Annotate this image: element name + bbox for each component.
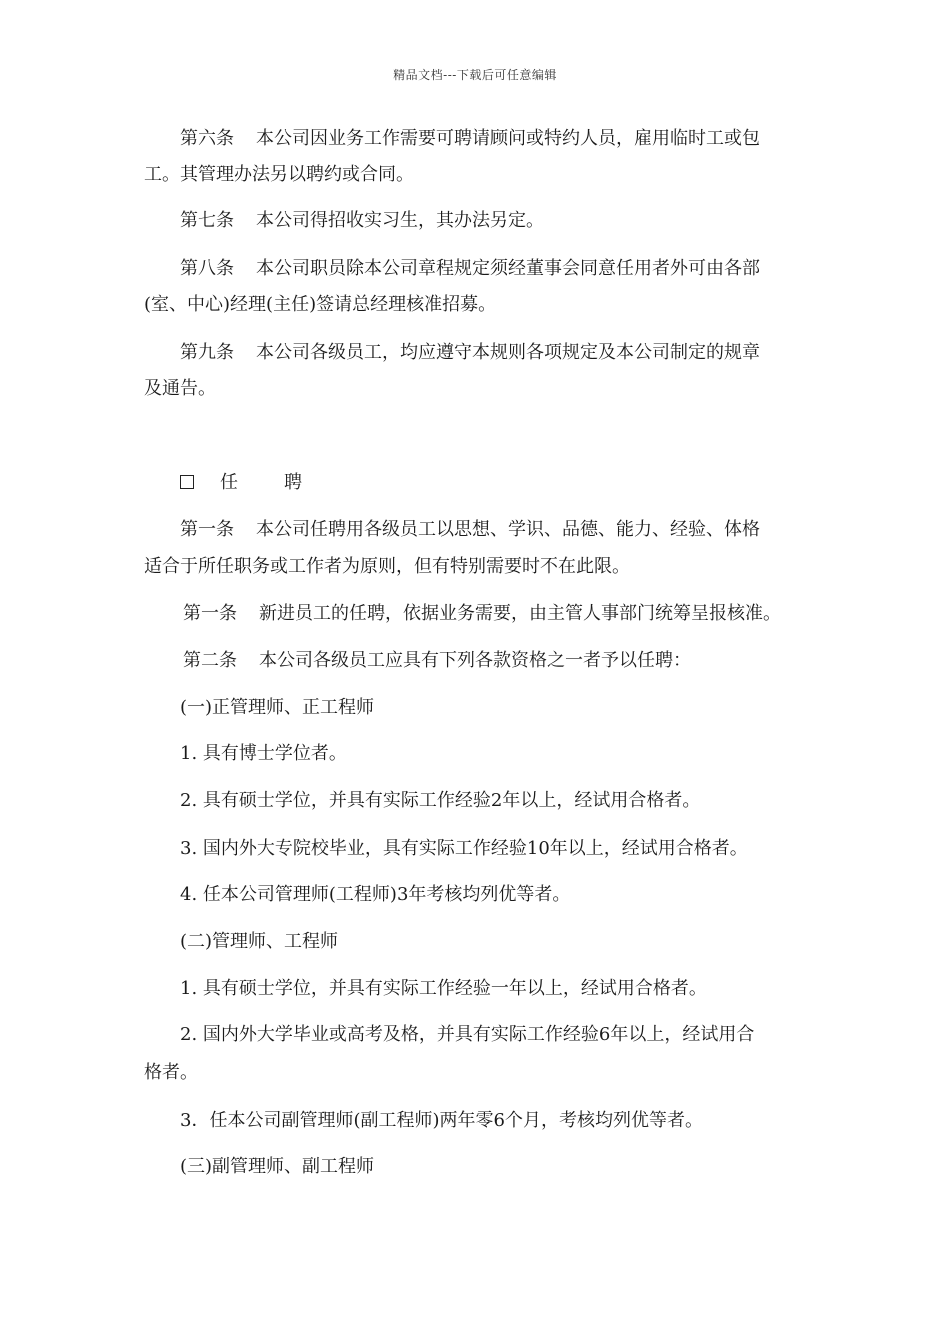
grade-2-item-2-line-1: 2. 国内外大学毕业或高考及格，并具有实际工作经验6年以上，经试用合 (180, 1024, 755, 1045)
section-heading-char-1: 任 (220, 472, 238, 493)
article-label: 第一条 (183, 603, 237, 624)
article-label: 第二条 (183, 650, 237, 671)
article-7-line-1 (180, 210, 544, 232)
grade-1-item-3: 3. 国内外大专院校毕业，具有实际工作经验10年以上，经试用合格者。 (180, 838, 748, 859)
article-9-line-1 (180, 342, 760, 364)
section-heading-char-2: 聘 (284, 472, 302, 493)
section-article-1-line-1 (180, 519, 760, 541)
section-article-1-line-2: 适合于所任职务或工作者为原则，但有特别需要时不在此限。 (144, 556, 630, 577)
section-article-2-line (183, 650, 691, 672)
grade-1-item-1: 1. 具有博士学位者。 (180, 743, 347, 764)
article-text: 本公司各级员工，均应遵守本规则各项规定及本公司制定的规章 (256, 342, 760, 363)
article-text: 本公司得招收实习生，其办法另定。 (256, 210, 544, 231)
grade-2-item-2-line-2: 格者。 (144, 1062, 198, 1083)
grade-2-title: (二)管理师、工程师 (180, 931, 339, 952)
article-text: 本公司各级员工应具有下列各款资格之一者予以任聘： (259, 650, 691, 671)
page-header: 精品文档---下载后可任意编辑 (393, 68, 557, 82)
grade-1-item-4: 4. 任本公司管理师(工程师)3年考核均列优等者。 (180, 884, 571, 905)
article-8-line-1 (180, 258, 760, 280)
checkbox-icon (180, 475, 194, 489)
article-text: 本公司职员除本公司章程规定须经董事会同意任用者外可由各部 (256, 258, 760, 279)
article-text: 本公司任聘用各级员工以思想、学识、品德、能力、经验、体格 (256, 519, 760, 540)
article-6-line-2: 工。其管理办法另以聘约或合同。 (144, 164, 414, 185)
grade-1-title: (一)正管理师、正工程师 (180, 697, 375, 718)
section-heading (180, 472, 302, 494)
article-8-line-2: (室、中心)经理(主任)签请总经理核准招募。 (144, 294, 497, 315)
article-text: 新进员工的任聘，依据业务需要，由主管人事部门统筹呈报核准。 (259, 603, 781, 624)
article-label: 第六条 (180, 128, 234, 149)
grade-1-item-2: 2. 具有硕士学位，并具有实际工作经验2年以上，经试用合格者。 (180, 790, 701, 811)
section-article-1b-line (183, 603, 781, 625)
article-6-line-1 (180, 128, 760, 150)
article-9-line-2: 及通告。 (144, 378, 216, 399)
article-label: 第七条 (180, 210, 234, 231)
article-label: 第一条 (180, 519, 234, 540)
grade-2-item-1: 1. 具有硕士学位，并具有实际工作经验一年以上，经试用合格者。 (180, 978, 707, 999)
article-label: 第九条 (180, 342, 234, 363)
grade-2-item-3: 3．任本公司副管理师(副工程师)两年零6个月，考核均列优等者。 (180, 1110, 703, 1131)
grade-3-title: (三)副管理师、副工程师 (180, 1156, 375, 1177)
article-text: 本公司因业务工作需要可聘请顾问或特约人员，雇用临时工或包 (256, 128, 760, 149)
article-label: 第八条 (180, 258, 234, 279)
